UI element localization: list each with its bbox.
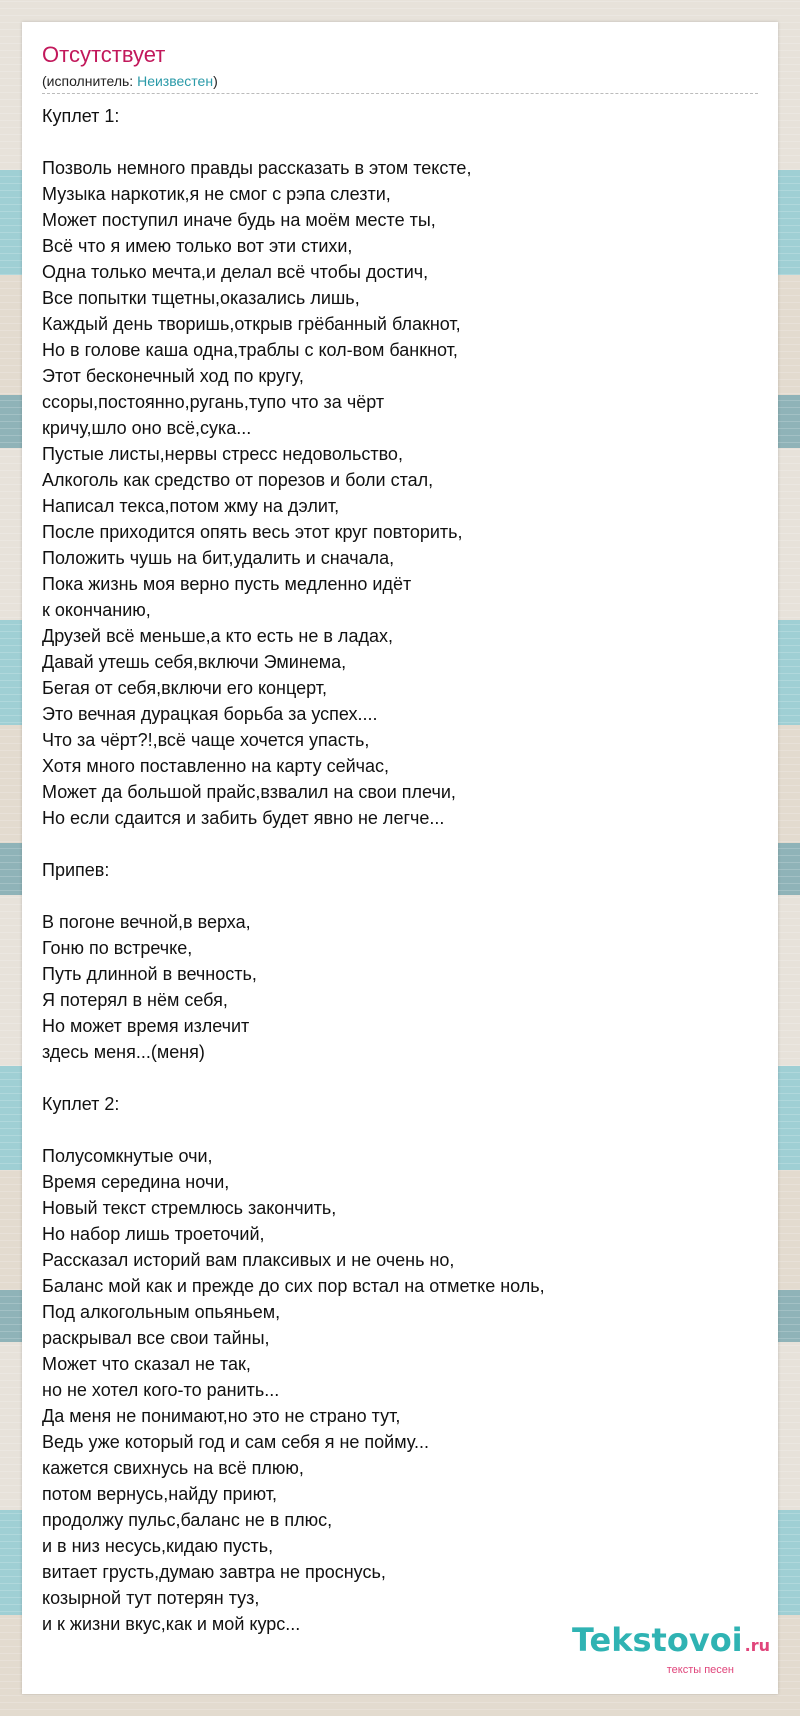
lyrics-line: Пустые листы,нервы стресс недовольство,: [42, 444, 403, 464]
header-divider: [42, 93, 758, 94]
lyrics-line: Давай утешь себя,включи Эминема,: [42, 652, 347, 672]
lyrics-line: раскрывал все свои тайны,: [42, 1328, 270, 1348]
song-title: Отсутствует: [42, 42, 166, 67]
lyrics-line: Я потерял в нём себя,: [42, 990, 228, 1010]
lyrics-line: козырной тут потерян туз,: [42, 1588, 260, 1608]
lyrics-line: Но набор лишь троеточий,: [42, 1224, 265, 1244]
lyrics-line: Позволь немного правды рассказать в этом тексте,: [42, 158, 472, 178]
lyrics-line: кричу,шло оно всё,сука...: [42, 418, 252, 438]
lyrics-line: Ведь уже который год и сам себя я не пойму...: [42, 1432, 429, 1452]
lyrics-line: Может что сказал не так,: [42, 1354, 251, 1374]
lyrics-line: продолжу пульс,баланс не в плюс,: [42, 1510, 333, 1530]
lyrics-line: кажется свихнусь на всё плюю,: [42, 1458, 304, 1478]
lyrics-line: и к жизни вкус,как и мой курс...: [42, 1614, 301, 1634]
lyrics-line: Музыка наркотик,я не смог с рэпа слезти,: [42, 184, 391, 204]
lyrics-line: Но в голове каша одна,траблы с кол-вом банкнот,: [42, 340, 458, 360]
lyrics-line: Хотя много поставленно на карту сейчас,: [42, 756, 390, 776]
lyrics-card: [22, 22, 778, 1694]
lyrics-blank-line: [42, 831, 752, 857]
lyrics-line: к окончанию,: [42, 600, 151, 620]
lyrics-blank-line: [42, 1117, 752, 1143]
lyrics-line: Новый текст стремлюсь закончить,: [42, 1198, 337, 1218]
lyrics-line: но не хотел кого-то ранить...: [42, 1380, 280, 1400]
lyrics-line: Путь длинной в вечность,: [42, 964, 257, 984]
logo-name: Tekstovoi: [571, 1621, 743, 1659]
lyrics-line: Может да большой прайс,взвалил на свои плечи,: [42, 782, 456, 802]
artist-line: [42, 73, 218, 89]
lyrics-line: Гоню по встречке,: [42, 938, 193, 958]
lyrics-text: [42, 103, 752, 1637]
logo-tagline: тексты песен: [666, 1664, 734, 1676]
lyrics-line: Под алкогольным опьяньем,: [42, 1302, 281, 1322]
lyrics-line: Может поступил иначе будь на моём месте ты,: [42, 210, 436, 230]
lyrics-line: Куплет 1:: [42, 106, 120, 126]
lyrics-line: Но может время излечит: [42, 1016, 250, 1036]
artist-link[interactable]: Неизвестен: [137, 73, 214, 89]
lyrics-line: Этот бесконечный ход по кругу,: [42, 366, 304, 386]
lyrics-line: и в низ несусь,кидаю пусть,: [42, 1536, 274, 1556]
artist-prefix: (исполнитель:: [42, 73, 138, 89]
lyrics-line: Каждый день творишь,открыв грёбанный блакнот,: [42, 314, 461, 334]
artist-suffix: ): [213, 73, 218, 89]
logo-wordmark: [571, 1621, 770, 1662]
lyrics-line: Алкоголь как средство от порезов и боли стал,: [42, 470, 434, 490]
lyrics-line: Но если сдаится и забить будет явно не легче...: [42, 808, 445, 828]
lyrics-line: Друзей всё меньше,а кто есть не в ладах,: [42, 626, 393, 646]
lyrics-line: Что за чёрт?!,всё чаще хочется упасть,: [42, 730, 370, 750]
lyrics-line: Написал текса,потом жму на дэлит,: [42, 496, 340, 516]
lyrics-line: В погоне вечной,в верха,: [42, 912, 251, 932]
lyrics-line: Всё что я имею только вот эти стихи,: [42, 236, 353, 256]
lyrics-line: Время середина ночи,: [42, 1172, 230, 1192]
lyrics-line: Пока жизнь моя верно пусть медленно идёт: [42, 574, 412, 594]
site-logo[interactable]: [571, 1621, 770, 1676]
lyrics-line: здесь меня...(меня): [42, 1042, 205, 1062]
lyrics-line: ссоры,постоянно,ругань,тупо что за чёрт: [42, 392, 385, 412]
lyrics-line: Положить чушь на бит,удалить и сначала,: [42, 548, 395, 568]
lyrics-line: После приходится опять весь этот круг повторить,: [42, 522, 463, 542]
lyrics-line: Куплет 2:: [42, 1094, 120, 1114]
lyrics-line: Припев:: [42, 860, 110, 880]
lyrics-line: Это вечная дурацкая борьба за успех....: [42, 704, 378, 724]
lyrics-line: Бегая от себя,включи его концерт,: [42, 678, 327, 698]
lyrics-line: Да меня не понимают,но это не страно тут,: [42, 1406, 401, 1426]
lyrics-line: витает грусть,думаю завтра не проснусь,: [42, 1562, 386, 1582]
logo-tld: .ru: [744, 1636, 770, 1655]
lyrics-blank-line: [42, 1065, 752, 1091]
lyrics-line: Одна только мечта,и делал всё чтобы достич,: [42, 262, 429, 282]
lyrics-blank-line: [42, 129, 752, 155]
lyrics-line: Рассказал историй вам плаксивых и не очень но,: [42, 1250, 455, 1270]
lyrics-blank-line: [42, 883, 752, 909]
lyrics-line: Все попытки тщетны,оказались лишь,: [42, 288, 360, 308]
lyrics-line: потом вернусь,найду приют,: [42, 1484, 277, 1504]
lyrics-line: Полусомкнутые очи,: [42, 1146, 213, 1166]
lyrics-line: Баланс мой как и прежде до сих пор встал на отметке ноль,: [42, 1276, 545, 1296]
